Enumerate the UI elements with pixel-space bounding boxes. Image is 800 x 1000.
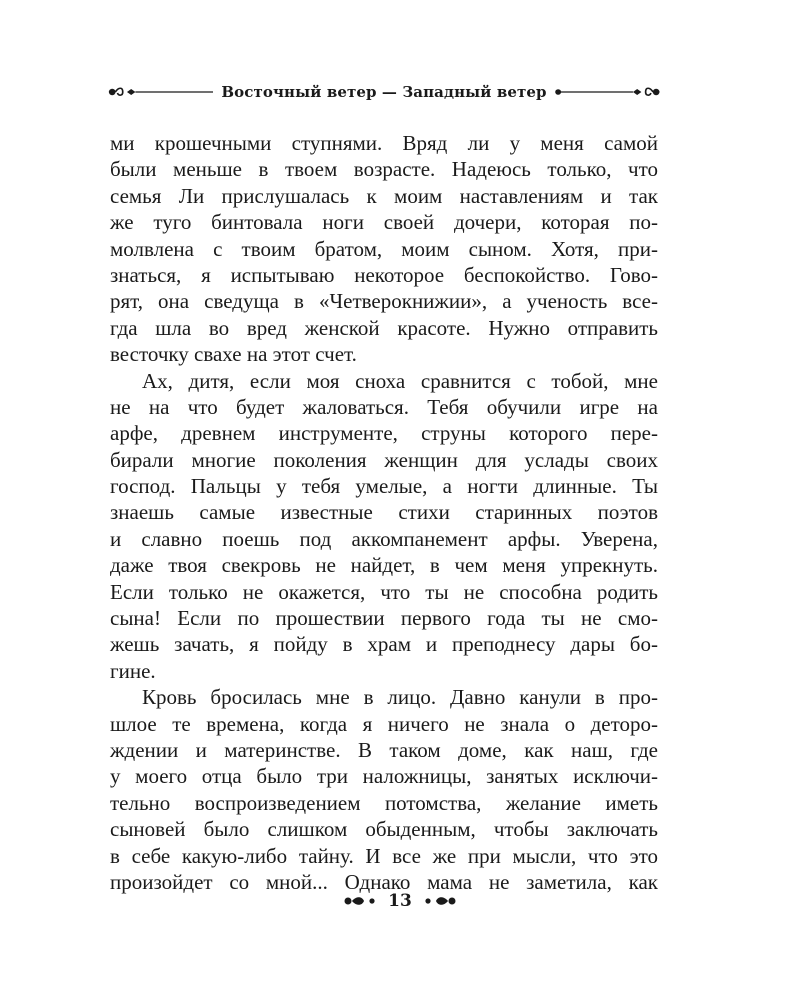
paragraph-first-line: Кровь бросилась мне в лицо. Давно канули в про- xyxy=(142,685,658,710)
text-line: были меньше в твоем возрасте. Надеюсь только, что xyxy=(110,157,658,182)
text-line: не на что будет жаловаться. Тебя обучили игре на xyxy=(110,394,658,419)
running-header xyxy=(108,80,660,104)
text-line: Если только не окажется, что ты не способна родить xyxy=(110,579,658,604)
text-line: в себе какую-либо тайну. И все же при мысли, что это xyxy=(110,843,658,868)
text-line: сыновей было слишком обыденным, чтобы заключать xyxy=(110,817,658,842)
paragraph-first-line: Ах, дитя, если моя сноха сравнится с тобой, мне xyxy=(142,368,658,393)
text-line: арфе, древнем инструменте, струны которого пере- xyxy=(110,421,658,446)
text-line: жешь зачать, я пойду в храм и преподнесу дары бо- xyxy=(110,632,658,657)
text-line: весточку свахе на этот счет. xyxy=(110,342,357,367)
text-line: знаешь самые известные стихи старинных поэтов xyxy=(110,500,658,525)
text-line: у моего отца было три наложницы, занятых исключи- xyxy=(110,764,658,789)
text-line: гда шла во вред женской красоте. Нужно отправить xyxy=(110,315,658,340)
text-line: господ. Пальцы у тебя умелые, а ногти длинные. Ты xyxy=(110,474,658,499)
left-flourish-icon xyxy=(108,80,213,104)
text-line: молвлена с твоим братом, моим сыном. Хотя, при- xyxy=(110,236,658,261)
text-line: шлое те времена, когда я ничего не знала о деторо- xyxy=(110,711,658,736)
text-line: ждении и материнстве. В таком доме, как наш, где xyxy=(110,737,658,762)
right-flourish-icon xyxy=(555,80,660,104)
text-line: рят, она сведуща в «Четверокнижии», а ученость все- xyxy=(110,289,658,314)
right-footer-ornament-icon xyxy=(418,891,458,911)
page-footer xyxy=(0,888,800,914)
text-line: же туго бинтовала ноги своей дочери, которая по- xyxy=(110,210,658,235)
text-line: семья Ли прислушалась к моим наставлениям и так xyxy=(110,183,658,208)
body-text xyxy=(110,130,658,895)
text-line: сына! Если по прошествии первого года ты не смо- xyxy=(110,606,658,631)
text-line: произойдет со мной... Однако мама не заметила, как xyxy=(110,869,658,894)
text-line: гине. xyxy=(110,658,156,683)
text-line: ми крошечными ступнями. Вряд ли у меня самой xyxy=(110,131,658,155)
running-title: Восточный ветер — Западный ветер xyxy=(221,83,547,101)
left-footer-ornament-icon xyxy=(342,891,382,911)
text-line: знаться, я испытываю некоторое беспокойство. Гово- xyxy=(110,262,658,287)
text-line: бирали многие поколения женщин для услады своих xyxy=(110,447,658,472)
text-line: даже твоя свекровь не найдет, в чем меня упрекнуть. xyxy=(110,553,658,578)
text-line: и славно поешь под аккомпанемент арфы. Уверена, xyxy=(110,526,658,551)
text-line: тельно воспроизведением потомства, желание иметь xyxy=(110,790,658,815)
page-number: 13 xyxy=(388,891,412,911)
